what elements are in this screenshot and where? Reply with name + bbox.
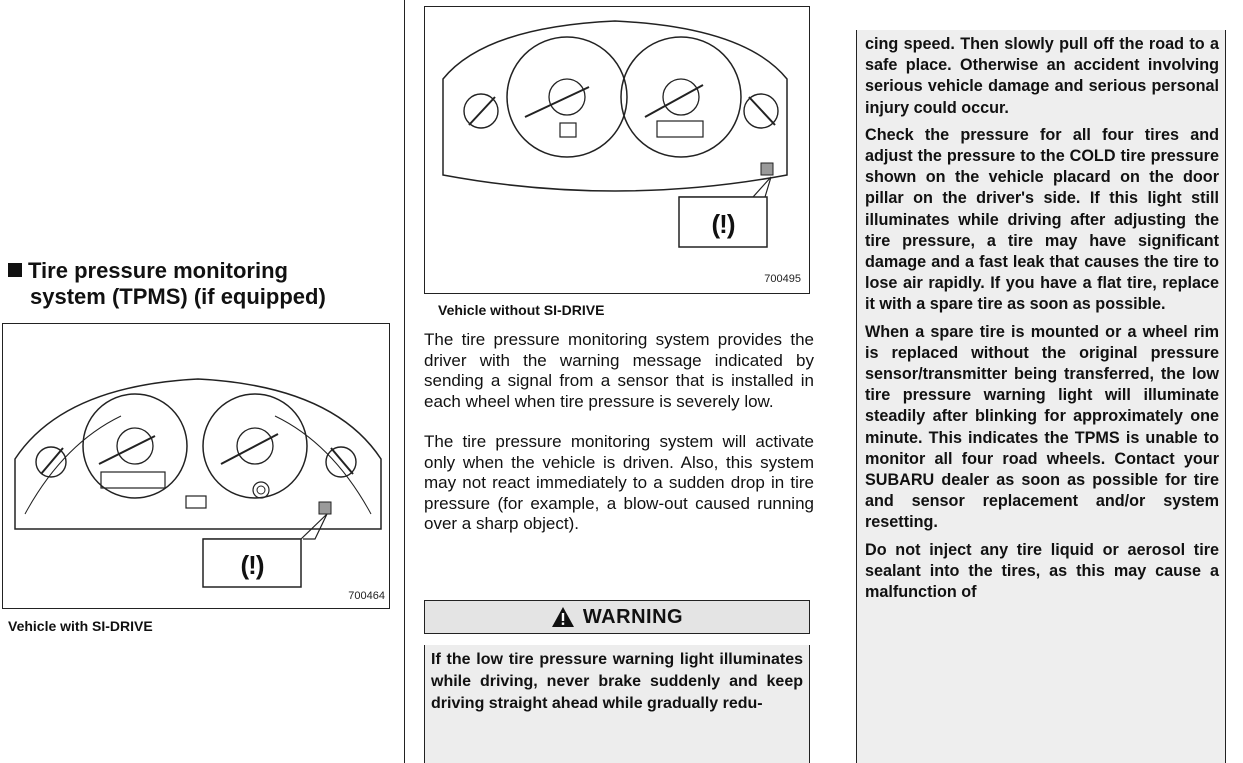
figure-number: 700464 (348, 590, 385, 602)
warning-paragraph: When a spare tire is mounted or a wheel rim is replaced without the original pressure sensor/transmitter being transferred, the low tire pressure warning light will illuminate steadily after blinking for approximately one minute. This indicates the TPMS is unable to monitor all four road wheels. Contact your SUBARU dealer as soon as possible for tire and sensor replacement and/or system resetting. (865, 322, 1219, 532)
gauge-cluster-illustration (3, 324, 389, 608)
warning-text: If the low tire pressure warning light illuminates while driving, never brake suddenly and keep driving straight ahead while gradually redu- (424, 645, 810, 763)
section-title-line2: system (TPMS) (if equipped) (30, 284, 326, 309)
warning-continued-box (856, 30, 1226, 763)
column-divider (404, 0, 405, 763)
warning-paragraph: Do not inject any tire liquid or aerosol tire sealant into the tires, as this may cause a malfunction of (865, 540, 1219, 602)
warning-paragraph: Check the pressure for all four tires and adjust the pressure to the COLD tire pressure shown on the vehicle placard on the door pillar on the driver's side. If this light still illuminates while driving after adjusting the tire pressure, a tire may have significant damage and a fast leak that causes the tire to lose air rapidly. If you have a flat tire, replace it with a spare tire as soon as possible. (865, 125, 1219, 314)
figure-with-sidrive (2, 323, 390, 609)
tpms-warning-icon: (!) (711, 209, 735, 239)
body-paragraph: The tire pressure monitoring system provides the driver with the warning message indicated by sending a signal from a sensor that is installed in each wheel when tire pressure is severely low. (424, 330, 814, 411)
warning-paragraph: cing speed. Then slowly pull off the road to a safe place. Otherwise an accident involving serious vehicle damage and serious personal injury could occur. (865, 35, 1219, 117)
warning-header (424, 600, 810, 634)
figure-caption: Vehicle without SI-DRIVE (438, 302, 605, 318)
figure-number: 700495 (764, 273, 801, 285)
warning-triangle-icon (551, 606, 575, 628)
section-title (8, 258, 400, 310)
body-paragraph: The tire pressure monitoring system will activate only when the vehicle is driven. Also, this system may not react immediately to a sudden drop in tire pressure (for example, a blow-out caused running over a sharp object). (424, 432, 814, 533)
warning-label: WARNING (582, 605, 684, 628)
section-title-line1: Tire pressure monitoring (28, 258, 288, 283)
bullet-square-icon (8, 263, 22, 277)
gauge-cluster-illustration (425, 7, 809, 293)
tpms-warning-icon: (!) (240, 550, 264, 580)
figure-without-sidrive (424, 6, 810, 294)
figure-caption: Vehicle with SI-DRIVE (8, 618, 153, 634)
